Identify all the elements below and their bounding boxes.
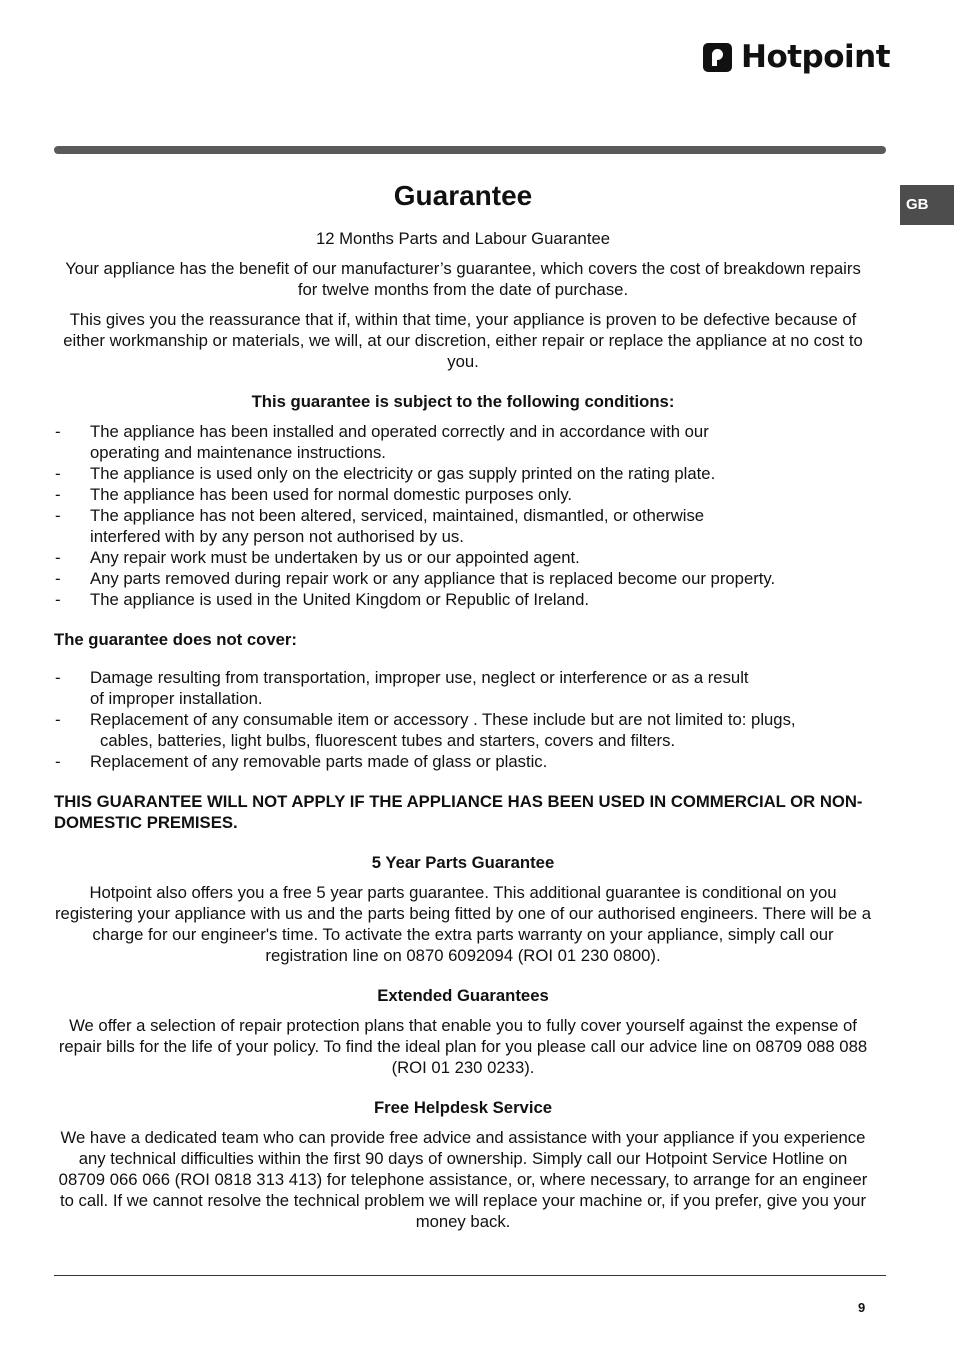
brand-name: Hotpoint bbox=[741, 39, 891, 75]
conditions-list bbox=[54, 421, 872, 610]
list-item: - The appliance is used only on the electricity or gas supply printed on the rating plate. bbox=[54, 463, 872, 484]
list-item: - Damage resulting from transportation, improper use, neglect or interference or as a result of improper installation. bbox=[54, 667, 872, 709]
section-heading-parts-guarantee: 5 Year Parts Guarantee bbox=[371, 852, 555, 872]
list-item: - The appliance has been used for normal domestic purposes only. bbox=[54, 484, 872, 505]
list-item: - The appliance is used in the United Kingdom or Republic of Ireland. bbox=[54, 589, 872, 610]
list-item: - Replacement of any removable parts made of glass or plastic. bbox=[54, 751, 872, 772]
section-body-parts-guarantee: Hotpoint also offers you a free 5 year parts guarantee. This additional guarantee is conditional on you registering your appliance with us and the parts being fitted by one of our authorised engineers. There will be a charge for our engineer's time. To activate the extra parts warranty on your appliance, simply call our registration line on 0870 6092094 (ROI 01 230 0800). bbox=[54, 882, 872, 965]
section-body-helpdesk: We have a dedicated team who can provide free advice and assistance with your appliance if you experience any technical difficulties within the first 90 days of ownership. Simply call our Hotpoint Service Hotline on 08709 066 066 (ROI 0818 313 413) for telephone assistance, or, where necessary, to arrange for an engineer to call. If we cannot resolve the technical problem we will replace your machine or, if you prefer, give you your money back. bbox=[58, 1127, 868, 1231]
section-heading-extended-guarantees: Extended Guarantees bbox=[377, 985, 549, 1005]
subtitle: 12 Months Parts and Labour Guarantee bbox=[315, 229, 611, 248]
list-item: - The appliance has been installed and operated correctly and in accordance with our operating and maintenance instructions. bbox=[54, 421, 872, 463]
list-item: - The appliance has not been altered, serviced, maintained, dismantled, or otherwise interfered with by any person not authorised by us. bbox=[54, 505, 872, 547]
hotpoint-logo-icon bbox=[703, 43, 732, 72]
language-tab: GB bbox=[900, 185, 954, 225]
footer-divider bbox=[54, 1275, 886, 1276]
section-heading-helpdesk: Free Helpdesk Service bbox=[373, 1097, 553, 1117]
commercial-use-warning: THIS GUARANTEE WILL NOT APPLY IF THE APPLIANCE HAS BEEN USED IN COMMERCIAL OR NON-DOMESTIC PREMISES. bbox=[54, 791, 863, 832]
exclusions-heading: The guarantee does not cover: bbox=[54, 630, 297, 649]
section-body-extended-guarantees: We offer a selection of repair protection plans that enable you to fully cover yourself against the expense of repair bills for the life of your policy. To find the ideal plan for you please call our advice line on 08709 088 088 (ROI 01 230 0233). bbox=[58, 1015, 868, 1077]
list-item: - Any parts removed during repair work or any appliance that is replaced become our property. bbox=[54, 568, 872, 589]
page-title: Guarantee bbox=[393, 180, 533, 211]
page-number: 9 bbox=[858, 1300, 866, 1315]
exclusions-list bbox=[54, 667, 872, 772]
intro-paragraph-1: Your appliance has the benefit of our manufacturer’s guarantee, which covers the cost of breakdown repairs for twelve months from the date of purchase. bbox=[65, 259, 861, 299]
page-content bbox=[54, 178, 872, 1232]
list-item: - Replacement of any consumable item or accessory . These include but are not limited to: plugs, cables, batteries, light bulbs, fluorescent tubes and starters, covers and filters. bbox=[54, 709, 872, 751]
intro-paragraph-2: This gives you the reassurance that if, within that time, your appliance is proven to be defective because of either workmanship or materials, we will, at our discretion, either repair or replace the appliance at no cost to you. bbox=[63, 310, 863, 371]
hotpoint-logo bbox=[703, 40, 890, 74]
list-item: - Any repair work must be undertaken by us or our appointed agent. bbox=[54, 547, 872, 568]
header-divider bbox=[54, 146, 886, 154]
conditions-heading: This guarantee is subject to the following conditions: bbox=[251, 392, 675, 411]
